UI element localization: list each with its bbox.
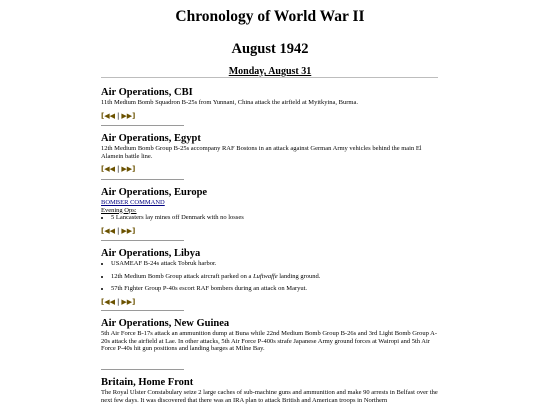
section-nav — [101, 227, 441, 235]
nav-bracket-close: ] — [132, 111, 136, 120]
list-item-tail: landing ground. — [277, 272, 321, 280]
nav-bracket-open: [ — [101, 226, 105, 235]
item-list — [101, 260, 441, 293]
nav-bracket-close: ] — [132, 226, 136, 235]
section-title: Air Operations, CBI — [101, 87, 193, 98]
nav-divider: | — [116, 297, 120, 306]
list-item — [111, 273, 441, 281]
nav-bracket-open: [ — [101, 297, 105, 306]
section-divider — [101, 125, 184, 126]
next-arrow-icon[interactable]: ▶▶ — [121, 226, 133, 235]
section-title: Air Operations, Europe — [101, 187, 208, 198]
section-title: Britain, Home Front — [101, 377, 194, 388]
list-item-text: 12th Medium Bomb Group attack aircraft parked on a — [111, 272, 252, 280]
section-body: 12th Medium Bomb Group B-25s accompany RAF Bostons in an attack against German Army vehicles behind the main El Alamein battle line. — [101, 145, 422, 160]
section-title: Air Operations, New Guinea — [101, 318, 230, 329]
next-arrow-icon[interactable]: ▶▶ — [121, 111, 133, 120]
section-air-ops-libya — [101, 248, 441, 306]
list-item: • 57th Fighter Group P-40s escort RAF bombers during an attack on Maryut. — [111, 285, 441, 293]
nav-bracket-close: ] — [132, 297, 136, 306]
list-item: • 5 Lancasters lay mines off Denmark with no losses — [111, 214, 441, 222]
nav-bracket-close: ] — [132, 165, 136, 173]
next-arrow-icon[interactable]: ▶▶ — [121, 165, 133, 173]
section-air-ops-new-guinea — [101, 318, 441, 353]
section-air-ops-cbi — [101, 87, 441, 120]
list-item: • USAMEAF B-24s attack Tobruk harbor. — [111, 260, 441, 268]
nav-divider: | — [116, 226, 120, 235]
section-divider — [101, 179, 184, 180]
section-britain-home-front — [101, 377, 441, 404]
item-list — [101, 214, 441, 222]
page-date: Monday, August 31 — [228, 66, 312, 77]
next-arrow-icon[interactable]: ▶▶ — [121, 297, 133, 306]
nav-bracket-open: [ — [101, 111, 105, 120]
bomber-command-link[interactable]: BOMBER COMMAND — [101, 199, 165, 206]
prev-arrow-icon[interactable]: ◀◀ — [104, 297, 115, 306]
nav-divider: | — [116, 111, 120, 120]
page-subtitle: August 1942 — [231, 41, 309, 57]
section-air-ops-europe — [101, 187, 441, 235]
section-divider — [101, 369, 184, 370]
header-divider — [101, 77, 438, 78]
nav-bracket-open: [ — [101, 165, 105, 173]
section-body: 11th Medium Bomb Squadron B-25s from Yunnani, China attack the airfield at Myitkyina, Burma. — [101, 99, 358, 106]
page-title: Chronology of World War II — [175, 8, 365, 25]
evening-ops-label: Evening Ops: — [101, 206, 137, 214]
prev-arrow-icon[interactable]: ◀◀ — [104, 165, 115, 173]
section-nav — [101, 298, 441, 306]
section-title: Air Operations, Libya — [101, 248, 201, 259]
section-air-ops-egypt — [101, 133, 441, 173]
section-title: Air Operations, Egypt — [101, 133, 201, 144]
section-divider — [101, 240, 184, 241]
list-item-emphasis: Luftwaffe — [253, 272, 278, 280]
prev-arrow-icon[interactable]: ◀◀ — [104, 226, 115, 235]
nav-divider: | — [116, 165, 120, 173]
section-body: 5th Air Force B-17s attack an ammunition dump at Buna while 22nd Medium Bomb Group B-26s and 3rd Light Bomb Group A-20s attack the airfield at Lae. In other attacks, 5th Air Force P-400s strafe Japanese Army ground forces at Wairopi and 5th Air Force P-40s hit gun positions and landing barges at Milne Bay. — [101, 330, 437, 352]
section-divider — [101, 310, 184, 311]
page-header — [0, 0, 540, 78]
section-nav — [101, 165, 441, 173]
section-nav — [101, 112, 441, 120]
section-body: The Royal Ulster Constabulary seize 2 large caches of sub-machine guns and ammunition and make 90 arrests in Belfast over the next few days. It was discovered that there was an IRA plan to attack British and American troops in Northern — [101, 389, 438, 404]
prev-arrow-icon[interactable]: ◀◀ — [104, 111, 115, 120]
